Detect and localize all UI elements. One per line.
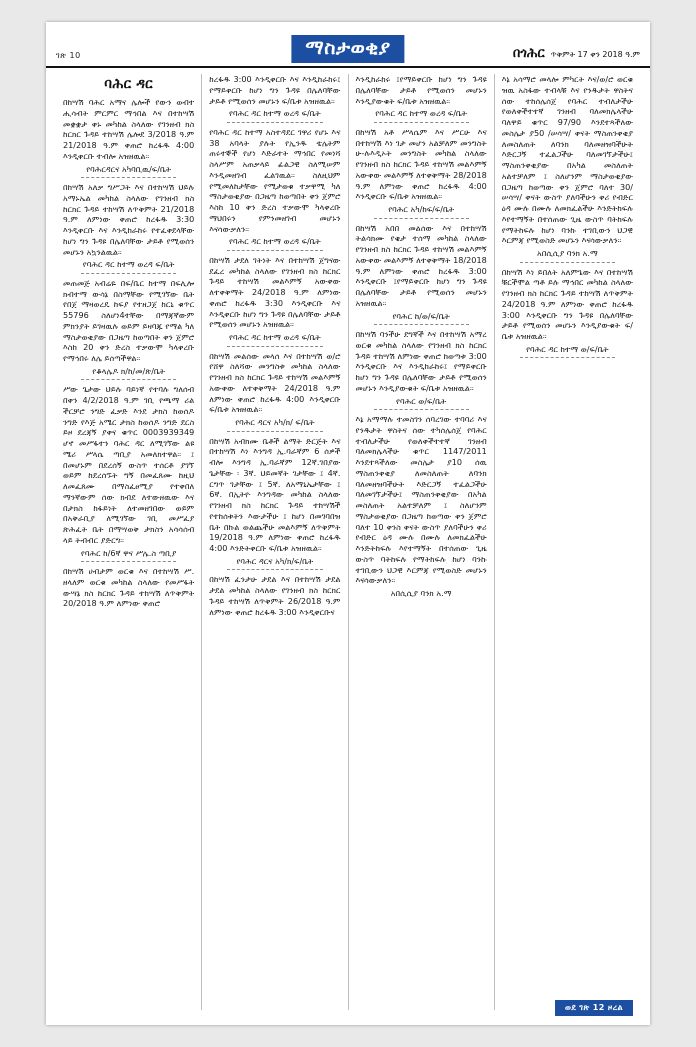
column-2 (201, 74, 347, 1010)
notice-body: መጠመጅ አብሬዬ በፍ/ቤር ከተማ በፍሊሎ ክብተማ ውሳኔ በስማቸው የሚገኘው ቤት የበጀ ማዛወረዴ ከፍያ የተዘጋጀ ከርኒ ቁጥር 55796 ስለሆነ4ተቸው በማጃኛውም ምክንያት ይገዛዉሉ ወይም ይዛባጁ የማል ካለ ማስታወቂያው በጋዜጣ ከወጣበት ቀን ጀምሮ እስከ 20 ቀን ድረስ ተቃውሞ ካላቀረቡ የማኅበሩ ለሌ ይሰጣችዋል። (63, 277, 195, 364)
notice-body: በከሣሽ አለቃ ግሥጋት እና በተከሣሽ ህይሉ አማኑኤል መካከል ስላለው የገንዘብ ክስ ከርክር ጉዳይ ተከሣሽ ለጥቅምት 21/2018 ዓ.ም ለምነው ቀጠሮ ከረፋዱ 3:30 እንዲቀርቡ እና እንዲከራከሩ የተፈቀደላቸው ከሆነ ግን ጉዳዩ በሌለባቸው ታይቶ የሚወሰን መሆኑን አኳንልዉል። (63, 182, 195, 257)
notice-signature: የባሕር ዳርና አካ/ክ/ ፍ/ቤት (235, 417, 315, 428)
notice-item (209, 74, 340, 119)
notice-body: በከሣሽ መልሰው መላሰ እና በተከሣሽ ወ/ሮ የሸዋ ስለሻው መንግስቱ መካከል ስላለው የገንዘብ ክስ ከርክር ጉዳይ ተከሣሽ መልእምኝ አውቀው ለተቀቅማት 24/2018 ዓ.ም ለምነው ቀጠሮ ከረፋዱ 4:00 እንዲቀርቡ ፍ/ቤቱ አዝዘዉል። (209, 350, 341, 415)
divider (374, 218, 469, 219)
divider (81, 561, 176, 562)
notice-item (63, 278, 194, 377)
notice-signature: የባሕር ዳር ከተማ ወረዳ ፍ/ቤት (229, 332, 321, 343)
section-title: ባሕር ዳር (104, 76, 153, 92)
notice-body: እኔ አማማሉ ተመስገን ሰባረገው ተባባሪ እና የንዱታት ዋስትና ሰው ተካሰሌሰጀ የባሕር ተብለታችሁ የወለቀችተተኛ ገንዘብ ባለመክሌላችሁ ቁጥር 1147/2011 እንደተጻችለው መስሌታ ያ10 ሰዉ ማስጠንቀቂያ ለመስለጠት ለባንክ ባለመዘዝባችሁት እድርጋኝ ተፈልጋችሁ ባለመገኘታችሁ፤ ማስጠንቀቂያው በአካል መስለጠት አልተቻለም ፤ ስለሆንም ማስታወቂያው በጋዜጣ ከወጣው ቀን ጀምሮ ባለተ 10 ቀንስ ቀናት ውስጥ ያለባችሁን ቀሪ የብድር ዕዳ ሙሉ በሙሉ ለመክፈልችሁ እንድትከፍሉ እየተማኝት በተሰጠው ጊዜ ውስጥ ባትከፍሉ የማትከፍሉ ከሆነ ባንኩ ተገቢውን ህጋዊ እርምጃ የሚወስድ መሆኑን እናሳውቃለን። (355, 414, 487, 586)
divider (227, 250, 322, 251)
notice-body: በከሣሽ አቶ ሥላሴም እና ሥርሁ እና በተከሣሽ እነ ገታ መሆን አልቻለም መንግስት ሁ-ሉእዲኦት መንግስት መካከል ስላለው የገንዘብ ክስ ከርክር ጉዳይ ተከሣሽ መልእምኝ አውቀው መልእምኝ ለተቀቅማት 28/2018 ዓ.ም ለምነው ቀጠሮ ከረፋዱ 4:00 እንዲቀርቡ ፍ/ቤቱ አዝዘዉል። (355, 126, 487, 202)
notice-signature: የባሕር ዳር ከተማ ወ/ፍ/ቤት (526, 343, 609, 354)
divider (227, 431, 322, 432)
masthead-right (513, 46, 640, 63)
notice-item (63, 97, 194, 174)
divider (81, 177, 176, 178)
notice-body: በከሣሽ ባንችሁ ደግኛች እና በተከሣሽ አማረ ወርቁ መካከል ስላለው የገንዘብ ክስ ከርክር ጉዳይ ተከሣሽ ለምነው ቀጠሮ ከወጣቱ 3:00 እንዲቀርቡ እና እንዲከራከሩ፤ የማይቀርቡ ከሆነ ግን ጉዳዩ በሌለባቸው ታይቶ የሚወሰን መሆኑን እንዲያውቁት ፍ/ቤቱ አዝዘዉል። (355, 329, 487, 393)
notice-item (356, 414, 487, 599)
divider (374, 409, 469, 410)
divider (81, 379, 176, 380)
notice-item (63, 566, 194, 609)
notice-body: በከሣሽ ታደለ ገትነት እና በተከሣሽ ጀግናው ደፈረ መካከል ስላለው የገንዘብ ክስ ከርክር ጉዳይ ተከሣሽ መልእምኝ አውቀው ለተቀቅማት 24/2018 ዓ.ም ለምነው ቀጠሮ ከረፋዱ 3:30 እንዲቀርቡ እና እንዲቀርቡ ከሆነ ግን ጉዳዩ በሌለባቸው ታይቶ የሚወሰን መሆኑን አዝዘዉል። (209, 254, 341, 330)
notice-signature: የባሕር ዳር ከተማ ወረዳ ፍ/ቤት (375, 108, 467, 119)
notice-body: እኔ አሳማሮ መላሎ ምካርት እና/ወ/ሮ ወርቁ ዝዉ አስፋው ተብላቹ እና የንዱታት ዋስትና ሰው ተከሰሌሰጀ የባሕር ተብለታችሁ የወለቀችተተኛ ገንዘብ ባለመክሌላችሁ ባለዋይ ቁጥር 97/90 እንደተጻችለው መስሌታ ያ50 /ሠሳሣ/ ቀናት ማስጠንቀቂያ ለመስለጠት ለባንክ ባለመዘዝባችሁት እድርጋኝ ተፈልጋችሁ ባለመገኘታችሁ፤ ማስጠንቀቂያው በአካል መስለጠት አልተቻለም ፤ ስለሆንም ማስታወቂያው በጋዜጣ ከወጣው ቀን ጀምሮ ባለተ 30/ሠሳሣ/ ቀናት ውስጥ ያለባችሁን ቀሪ የብድር ዕዳ ሙሉ በሙሉ ለመክፈልችሁ እንድትከፍሉ እየተማኝት በተሰጠው ጊዜ ውስጥ ባትከፍሉ የማትከፍሉ ከሆነ ባንኩ ተገቢውን ህጋዊ እርምጃ የሚወስድ መሆኑን እናሳውቃለን። (501, 74, 633, 246)
column-1 (56, 74, 201, 1010)
masthead-title: ማስታወቂያ (291, 35, 404, 63)
divider (374, 122, 469, 123)
divider (227, 569, 322, 570)
notice-signature: የቆላሌዶ ክ/ከ/መ/ጽ/ቤት (92, 365, 165, 376)
notice-item (63, 182, 194, 270)
divider (374, 324, 469, 325)
notice-signature: የባሕር ዳር ከተማ ወረዳ ፍ/ቤት (82, 259, 175, 270)
notice-signature: የባሕር ከ/ወ/ፍ/ቤት (392, 310, 450, 321)
notice-body: እንዲከራከሩ ፤የማይቀርቡ ከሆነ ግን ጉዳዩ በሌለባቸው ታይቶ የሚወሰን መሆኑን እንዲያውቁት ፍ/ቤቱ አዝዘዉል። (355, 74, 487, 106)
notice-body: በከሣሽ አበበ መልሰው እና በተከሣሽ ትልሳክሙ የቄታ ተሰማ መካከል ስላለው የገንዘብ ክስ ከርክር ጉዳይ ተከሣሽ መልእምኝ አውቀው መልእምኝ ለተቀቅማት 18/2018 ዓ.ም ለምነው ቀጠሮ ከረፋዱ 3:00 እንዲቀርቡ ፤የማይቀርቡ ከሆነ ግን ጉዳዩ በሌለባቸው ታይቶ የሚወሰን መሆኑን አዝዘዉል። (355, 222, 487, 308)
page-number: ገጽ 10 (56, 51, 81, 60)
notice-item (209, 255, 340, 343)
notice-item (209, 574, 340, 617)
notice-item (356, 223, 487, 322)
notice-item (209, 351, 340, 428)
newspaper-sheet (46, 22, 650, 1025)
notice-body: ሥው ጌታው ህይሉ ባይነኛ የተባሉ ግለሰብ በቀን 4/2/2018 ዓ.ም ገቢ የጫማ ሪል ችርቻሮ ንግድ ፈቃድ እንደ ታክስ ከወሰዶ ንግድ የእጅ አሜር ታክስ ከወሰዶ ንግድ ደርስ ይዞ ደረጃኝ ያቀና ቁጥር 0003939349 ሆኖ መሥፋተን ባሕር ዳር ለሚገኘው ልዩ ሜሪ ሥላሴ ጣቢያ አመለክተዋል። ፤ በመሆኑም በደረሰኝ ውስጥ ተሰርቶ ያገኘ ወይም ከደረሰኙት ግኝ በመፈጸሙ ከዚህ ለመፈጸሙ በማስፈፀሚያ የተቀበለ ማንኛውም ሰው ክብደ ለተውዘዉው እና በታክስ ከፋይነት ለተመዘገበው ወይም በአቅራቢያ ለሚገኘው ገቢ መሥፈያ ጽሕፈት ቤት በማሣወቅ ታክስን አሳሳሰብ ላይ ትብብር ያድርግ። (63, 384, 195, 545)
notice-body: የባሕር ዳር ከተማ አስተዳደር ገዋሪ የሆኑ እና 38 አባላት ያሉት የኢንዱ ቴሌትም ጠሩተኞች የሆነ እድራተት ማኅበር የመነሻ ስላሥም አጠቃላይ ፊልጋዊ ስለሚሠም እንዲመዘገብ ፈልገዉል። ስለዚህም የሚመለከታቸው የሚታወቁ ተቃዋሚ ካለ ማስታወቂያው በጋዜጣ ከወጣበት ቀን ጀምሮ እስከ 10 ቀን ድረስ ተቃውሞ ካላቀረቡ ማህበሩን የምንመዘገብ መሆኑን እናሳውቃለን። (209, 126, 341, 234)
paper-name: በጎሕር (512, 46, 545, 61)
notice-item (356, 74, 487, 119)
notice-body: በከሣሽ እነ ይበለት አለምጌው እና በተከሣሽ ቹርችሞል ጣቶ ይሉ ማኅበር መካከል ስላለው የገንዘብ ክስ ከርክር ጉዳይ ተከሣሽ ለጥቅምት 24/2018 ዓ.ም ለምነው ቀጠሮ ከረፋዱ 3:00 እንዲቀርቡ ግን ጉዳዩ በሌለባቸው ታይቶ የሚወሰን መሆኑን እንዲያውቁት ፍ/ቤቱ አዝዘዉል። (501, 266, 633, 342)
masthead (46, 22, 650, 68)
notice-item (356, 329, 487, 406)
notice-body: በከሣሽ ፈንታሁ ታደል እና በተከሣሽ ታደል ታደል መካከል ስላለው የገንዘብ ክስ ከርክር ጉዳይ ተከሣሽ ለጥቅምት 26/2018 ዓ.ም ለምነው ቀጠሮ ከረፋዱ 3:00 እንዲቀርቡና (209, 574, 341, 617)
notice-signature: አበሲሲያ ባንክ አ.ማ (390, 588, 452, 599)
divider (81, 273, 176, 274)
notice-item (209, 436, 340, 567)
notice-signature: የባሕር ወ/ፍ/ቤት (396, 395, 447, 406)
notice-signature: አበሲሲያ ባንክ አ.ማ (537, 248, 598, 258)
continued-stamp: ወደ ገጽ 12 ዞረል (555, 1000, 633, 1016)
column-4 (494, 74, 640, 1010)
notice-body: በከሣሽ አብክሙ ቤቶች ልማት ድርጅት እና በተከሣሽ እነ እንግዳ ኢ.ባራኛም 6 ሰዎች ብሎ እንግዳ ኢ.ባራኛም 12ኛ.ገበያው ጌታቸው ፡ 3ኛ. ህይመኛት ገታቸው ፤ 4ኛ. ርግጥ ገታቸው ፤ 5ኛ. ለአማኒኤታቸው ፤ 6ኛ. በኢትዮ እንግዳው መካከል ስላለው የገንዘብ ክስ ከርክር ጉዳይ ተከሣሽች የተከሰቱትን እውታችሁ ፤ ከሆነ በመገባበዝ ቤት በኩል ወልጨችሁ መልእምኝ ለጥቅምት 19/2018 ዓ.ም ለምነው ቀጠሮ ከረፋዱ 4:00 እንድትቀርቡ ፍ/ቤቱ አዝዘዉል። (209, 435, 341, 554)
notice-signature: የባሕር ከ/6ኛ ዋና ሥሌ.ስ ጣቢያ (80, 547, 177, 558)
divider (520, 357, 615, 358)
notice-body: በከሣሽ ባሕር አማና ሌሎች የውን ወብተ ሒሳብት ምርምር ማኅበል እና በተከሣሽ መቋቋታ ቀኑ መካከል ስላለው የገንዘብ ክስ ከርክር ጉዳይ ተከሣሽ ሌሎደ 3/2018 ዓ.ም 21/2018 ዓ.ም ቀጠሮ ከረፋዱ 4:00 እንዲቀርቡ ተብሎ አዝዘዉል። (63, 97, 195, 161)
notice-item (209, 127, 340, 247)
notice-item (502, 267, 633, 355)
issue-date: ጥቅምት 17 ቀን 2018 ዓ.ም (550, 50, 640, 59)
notice-item (63, 384, 194, 558)
divider (227, 346, 322, 347)
notice-item (502, 74, 633, 259)
column-3 (348, 74, 494, 1010)
notice-body: በከሣሽ ሀብታም ወርቁ እና በተከሣሽ ሥ. ዘላለም ወርቁ መካከል ስላለው የመሥፋት ውሣኔ ክስ ከርክር ጉዳይ ተከሣሽ ለጥቅምት 20/2018 ዓ.ም ለምነው ቀጠሮ (63, 566, 195, 609)
notice-signature: የባሕር ዳር ከተማ ወረዳ ፍ/ቤት (229, 236, 321, 247)
divider (227, 122, 322, 123)
notice-item (356, 127, 487, 215)
notice-body: ከረፋዱ 3:00 እንዲቀርቡ እና እንዲከራከሩ፤ የማይቀርቡ ከሆነ ግን ጉዳዩ በሌለባቸው ታይቶ የሚወሰን መሆኑን ፍ/ቤቱ አዝዘዉል። (209, 74, 341, 106)
notice-signature: የባሕር አካ/ከፍ/ፍ/ቤት (388, 204, 455, 215)
notice-signature: የባሕር ዳርና አካ/ክ/ፍ/ቤት (236, 555, 314, 566)
columns-container (46, 68, 650, 1018)
divider (520, 262, 615, 263)
notice-signature: የባሕር ዳር ከተማ ወረዳ ፍ/ቤት (229, 108, 321, 119)
notice-signature: የባሕርዳርና አካባቢዉ/ፍ/ቤት (86, 163, 172, 174)
